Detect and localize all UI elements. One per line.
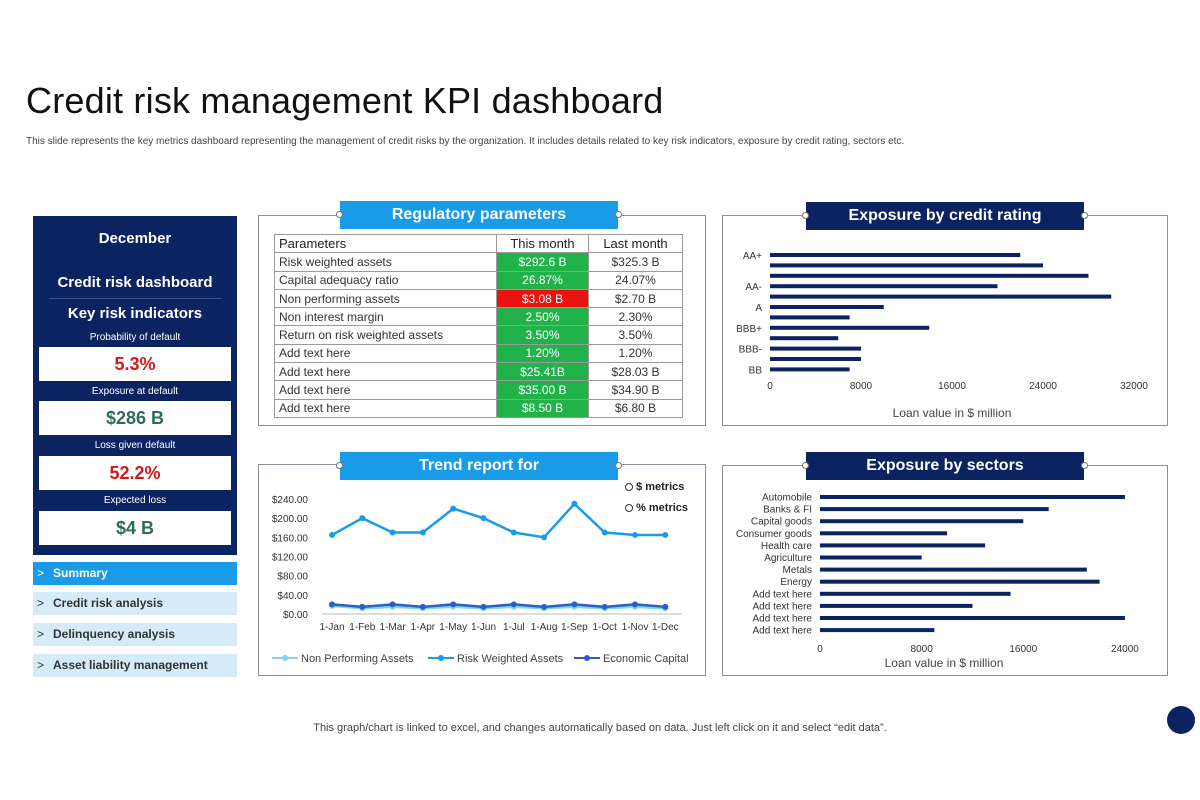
kpi-dashboard-title: Credit risk dashboard: [57, 274, 213, 291]
metric-option-label: % metrics: [636, 502, 689, 514]
sector-bar: [820, 616, 1125, 620]
chevron-right-icon: >: [37, 627, 45, 641]
table-row: [275, 344, 683, 362]
trend-legend-label: Risk Weighted Assets: [457, 653, 564, 665]
table-row: [275, 363, 683, 381]
this-month-cell: 1.20%: [497, 344, 589, 362]
kpi-value-probability: 5.3%: [39, 347, 231, 381]
rating-bar: [770, 253, 1020, 257]
header-dot-icon: [1081, 462, 1088, 469]
last-month-cell: $34.90 B: [589, 381, 683, 399]
this-month-cell: $292.6 B: [497, 253, 589, 271]
kpi-value-exposure: $286 B: [39, 401, 231, 435]
trend-x-tick: 1-Aug: [530, 622, 558, 633]
nav-item-summary[interactable]: [33, 562, 237, 585]
trend-point: [602, 530, 608, 536]
table-row: [275, 308, 683, 326]
trend-point: [329, 532, 335, 538]
column-header: Last month: [589, 235, 683, 253]
sector-tick-label: Energy: [780, 577, 812, 589]
sector-bar: [820, 495, 1125, 499]
trend-point: [450, 601, 456, 607]
param-cell: Non interest margin: [275, 308, 497, 326]
regulatory-header: Regulatory parameters: [340, 201, 618, 229]
nav-item-asset-liability-management[interactable]: [33, 654, 237, 677]
trend-x-tick: 1-Jun: [470, 622, 497, 633]
sector-bar: [820, 531, 947, 535]
trend-legend-marker: [282, 655, 288, 661]
metric-option-label: $ metrics: [636, 481, 685, 493]
last-month-cell: 24.07%: [589, 271, 683, 289]
column-header: Parameters: [275, 235, 497, 253]
header-dot-icon: [802, 212, 809, 219]
trend-x-tick: 1-Jul: [502, 622, 525, 633]
table-header-row: [275, 235, 683, 253]
last-month-cell: 1.20%: [589, 344, 683, 362]
trend-point: [420, 604, 426, 610]
trend-legend-marker: [438, 655, 444, 661]
kpi-value-expected: $4 B: [39, 511, 231, 545]
param-cell: Add text here: [275, 399, 497, 417]
trend-point: [571, 601, 577, 607]
sector-bar: [820, 592, 1011, 596]
sector-tick-label: Agriculture: [764, 553, 812, 564]
table-row: [275, 271, 683, 289]
kpi-label-loss: Loss given default: [94, 440, 176, 451]
trend-point: [511, 530, 517, 536]
trend-y-tick: $240.00: [271, 495, 308, 506]
param-cell: Add text here: [275, 344, 497, 362]
rating-bar: [770, 284, 998, 288]
trend-x-tick: 1-Feb: [349, 622, 376, 633]
rating-tick-label: BBB-: [738, 344, 762, 356]
this-month-cell: 3.50%: [497, 326, 589, 344]
header-dot-icon: [336, 462, 343, 469]
rating-x-label: Loan value in $ million: [892, 406, 1012, 420]
kpi-divider: [49, 298, 221, 299]
page-subtitle: This slide represents the key metrics dashboard representing the management of credit risks by the organization. It includes details related to key risk indicators, exposure by credit rating, sectors etc.: [26, 136, 905, 147]
trend-point: [390, 601, 396, 607]
this-month-cell: 2.50%: [497, 308, 589, 326]
nav-item-label: Delinquency analysis: [53, 627, 176, 641]
trend-x-tick: 1-Mar: [379, 622, 406, 633]
rating-x-tick: 24000: [1029, 381, 1057, 392]
sector-tick-label: Consumer goods: [735, 528, 812, 540]
sector-bar: [820, 580, 1100, 584]
trend-point: [541, 604, 547, 610]
this-month-cell: $8.50 B: [497, 399, 589, 417]
table-row: [275, 253, 683, 271]
table-row: [275, 381, 683, 399]
sector-tick-label: Add text here: [752, 601, 812, 613]
trend-point: [450, 506, 456, 512]
trend-chart: [258, 488, 706, 674]
trend-y-tick: $160.00: [271, 533, 308, 545]
sectors-chart: [722, 488, 1168, 674]
sector-tick-label: Add text here: [752, 589, 812, 601]
page-title: Credit risk management KPI dashboard: [26, 80, 664, 121]
param-cell: Non performing assets: [275, 289, 497, 307]
trend-x-tick: 1-Sep: [561, 622, 588, 633]
last-month-cell: $325.3 B: [589, 253, 683, 271]
rating-tick-label: A: [755, 303, 762, 314]
trend-x-tick: 1-Jan: [319, 622, 345, 633]
rating-bar: [770, 326, 929, 330]
sector-x-tick: 0: [817, 644, 823, 655]
rating-tick-label: AA+: [742, 251, 762, 262]
last-month-cell: 2.30%: [589, 308, 683, 326]
rating-bar: [770, 295, 1111, 299]
table-row: [275, 399, 683, 417]
rating-x-tick: 0: [767, 381, 773, 392]
sector-bar: [820, 507, 1049, 511]
trend-x-tick: 1-May: [439, 622, 468, 633]
trend-point: [481, 515, 487, 521]
kpi-value-loss: 52.2%: [39, 456, 231, 490]
trend-series-line: [332, 504, 665, 538]
trend-point: [632, 601, 638, 607]
rating-bar: [770, 315, 850, 319]
this-month-cell: 26.87%: [497, 271, 589, 289]
param-cell: Capital adequacy ratio: [275, 271, 497, 289]
footnote: This graph/chart is linked to excel, and changes automatically based on data. Just left click on it and select “edit data”.: [313, 722, 887, 734]
sector-tick-label: Automobile: [761, 492, 812, 504]
nav-item-label: Summary: [53, 566, 108, 580]
trend-y-tick: $0.00: [282, 610, 308, 621]
rating-x-tick: 16000: [938, 381, 966, 392]
trend-point: [662, 604, 668, 610]
param-cell: Add text here: [275, 381, 497, 399]
trend-point: [359, 604, 365, 610]
header-dot-icon: [615, 211, 622, 218]
header-dot-icon: [336, 211, 343, 218]
chevron-right-icon: >: [37, 658, 45, 672]
trend-point: [511, 601, 517, 607]
table-row: [275, 289, 683, 307]
trend-header: Trend report for: [340, 452, 618, 480]
rating-bar: [770, 367, 850, 371]
rating-bar: [770, 305, 884, 309]
rating-tick-label: BBB+: [736, 323, 762, 335]
nav-item-delinquency-analysis[interactable]: [33, 623, 237, 646]
trend-x-tick: 1-Apr: [410, 622, 436, 633]
last-month-cell: $2.70 B: [589, 289, 683, 307]
trend-point: [420, 530, 426, 536]
nav-item-label: Asset liability management: [53, 658, 208, 672]
trend-x-tick: 1-Oct: [592, 622, 617, 633]
kpi-label-expected: Expected loss: [103, 495, 167, 506]
trend-x-tick: 1-Nov: [621, 622, 649, 633]
last-month-cell: 3.50%: [589, 326, 683, 344]
param-cell: Return on risk weighted assets: [275, 326, 497, 344]
sector-tick-label: Banks & FI: [763, 504, 812, 516]
trend-legend-marker: [584, 655, 590, 661]
this-month-cell: $3.08 B: [497, 289, 589, 307]
header-dot-icon: [615, 462, 622, 469]
chevron-right-icon: >: [37, 566, 45, 580]
trend-point: [481, 604, 487, 610]
this-month-cell: $25.41B: [497, 363, 589, 381]
param-cell: Add text here: [275, 363, 497, 381]
trend-point: [662, 532, 668, 538]
trend-point: [541, 534, 547, 540]
rating-bar: [770, 347, 861, 351]
rating-x-tick: 32000: [1120, 381, 1148, 392]
rating-bar: [770, 357, 861, 361]
sector-bar: [820, 628, 934, 632]
sector-tick-label: Add text here: [752, 613, 812, 625]
trend-series-line: [332, 604, 665, 606]
sector-bar: [820, 519, 1023, 523]
trend-point: [571, 501, 577, 507]
rating-x-tick: 8000: [849, 381, 873, 392]
trend-legend-label: Non Performing Assets: [301, 653, 414, 665]
trend-point: [632, 532, 638, 538]
sectors-header: Exposure by sectors: [806, 452, 1084, 480]
kpi-label-probability: Probability of default: [89, 332, 181, 343]
column-header: This month: [497, 235, 589, 253]
table-row: [275, 326, 683, 344]
rating-bar: [770, 336, 838, 340]
chevron-right-icon: >: [37, 596, 45, 610]
kpi-month: December: [98, 230, 172, 247]
header-dot-icon: [802, 462, 809, 469]
kpi-label-exposure: Exposure at default: [91, 386, 179, 397]
nav-item-credit-risk-analysis[interactable]: [33, 592, 237, 615]
sector-tick-label: Add text here: [752, 625, 812, 637]
sector-x-tick: 16000: [1009, 644, 1038, 655]
trend-point: [602, 604, 608, 610]
rating-tick-label: AA-: [745, 282, 762, 294]
rating-tick-label: BB: [748, 365, 762, 377]
sector-x-tick: 8000: [910, 644, 933, 655]
rating-bar: [770, 274, 1089, 278]
sector-bar: [820, 568, 1087, 572]
kpi-key-risk-title: Key risk indicators: [67, 305, 203, 322]
last-month-cell: $6.80 B: [589, 399, 683, 417]
last-month-cell: $28.03 B: [589, 363, 683, 381]
nav-item-label: Credit risk analysis: [53, 596, 164, 610]
this-month-cell: $35.00 B: [497, 381, 589, 399]
trend-point: [390, 530, 396, 536]
sector-tick-label: Capital goods: [750, 516, 812, 528]
sector-bar: [820, 543, 985, 547]
header-dot-icon: [1081, 212, 1088, 219]
rating-bar: [770, 263, 1043, 267]
sector-x-label: Loan value in $ million: [884, 656, 1004, 670]
trend-y-tick: $200.00: [271, 514, 308, 526]
credit-rating-header: Exposure by credit rating: [806, 202, 1084, 230]
trend-y-tick: $120.00: [271, 552, 308, 564]
sector-tick-label: Metals: [782, 565, 812, 577]
param-cell: Risk weighted assets: [275, 253, 497, 271]
regulatory-table: [274, 234, 683, 418]
trend-y-tick: $80.00: [277, 571, 308, 583]
trend-legend-label: Economic Capital: [603, 653, 689, 665]
credit-rating-chart: [722, 240, 1168, 425]
kpi-panel: [33, 216, 237, 555]
trend-x-tick: 1-Dec: [651, 622, 679, 633]
sector-x-tick: 24000: [1111, 644, 1139, 655]
sector-tick-label: Health care: [760, 540, 812, 552]
corner-dot-icon: [1167, 706, 1195, 734]
trend-point: [359, 515, 365, 521]
trend-y-tick: $40.00: [277, 590, 308, 602]
trend-point: [329, 601, 335, 607]
sector-bar: [820, 556, 922, 560]
sector-bar: [820, 604, 972, 608]
